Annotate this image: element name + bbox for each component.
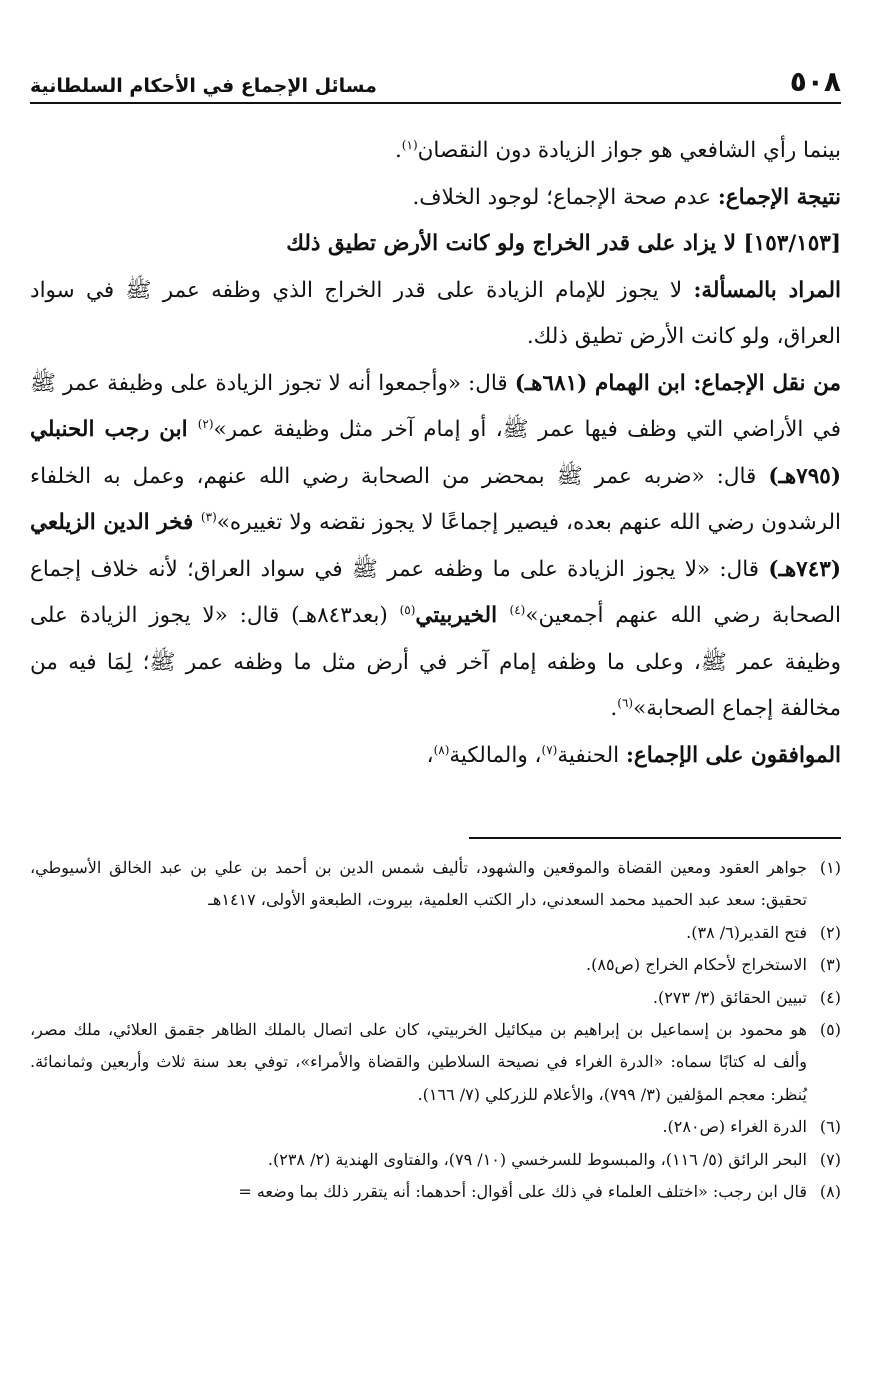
- text-run: لا يجوز للإمام الزيادة على قدر الخراج الذي وظفه عمر ﷺ في سواد العراق، ولو كانت الأرض تطيق ذلك.: [30, 277, 841, 349]
- text-run: .: [394, 138, 402, 163]
- text-run: عدم صحة الإجماع؛ لوجود الخلاف.: [412, 184, 718, 210]
- footnote-ref: (٦): [617, 695, 634, 710]
- footnote-text: قال ابن رجب: «اختلف العلماء في ذلك على أقوال: أحدهما: أنه يتقرر ذلك بما وضعه =: [238, 1182, 807, 1202]
- footnote-text: فتح القدير(٦/ ٣٨).: [686, 922, 807, 942]
- quote: قال: «وأجمعوا أنه لا تجوز الزيادة على وظيفة عمر ﷺ في الأراضي التي وظف فيها عمر ﷺ، أو إمام آخر مثل وظيفة عمر»: [30, 370, 842, 442]
- text-run: ، والمالكية: [449, 742, 542, 768]
- scholar-name: ابن رجب الحنبلي (٧٩٥هـ): [30, 417, 841, 489]
- footnote-separator: [469, 837, 841, 839]
- text-run: الحنفية: [557, 742, 626, 768]
- footnote-text: تبيين الحقائق (٣/ ٢٧٣).: [652, 987, 807, 1007]
- text-run: .: [610, 696, 618, 721]
- footnote-ref: (٧): [541, 742, 558, 757]
- footnote-ref: (٢): [197, 416, 214, 431]
- paragraph: [30, 128, 841, 175]
- footnote-text: هو محمود بن إسماعيل بن إبراهيم بن ميكائيل الخربيتي، كان على اتصال بالملك الظاهر جقمق العلائي، ملك مصر، وألف له كتابًا سماه: «الدرة الغراء في نصيحة السلاطين والقضاة والأمراء»، توفي بعد سنة ثلاث وأربعين وثمانمائة. يُنظر: معجم المؤلفين (٣/ ٧٩٩)، والأعلام للزركلي (٧/ ١٦٦).: [30, 1020, 807, 1104]
- footnote: [30, 1144, 841, 1176]
- footnote-ref: (٤): [509, 602, 526, 617]
- scholar-name: الخيربيتي: [415, 603, 510, 628]
- main-text: [30, 128, 841, 779]
- paragraph: [30, 733, 841, 780]
- quote: (بعد٨٤٣هـ) قال: «لا يجوز الزيادة على وظيفة عمر ﷺ، وعلى ما وظفه إمام آخر في أرض مثل ما وظفه عمر ﷺ؛ لِمَا فيه من مخالفة إجماع الصحابة»: [30, 603, 841, 721]
- footnote-number: (٦): [819, 1117, 841, 1137]
- footnote-number: (٤): [819, 987, 841, 1007]
- quote: قال: «لا يجوز الزيادة على ما وظفه عمر ﷺ في سواد العراق؛ لأنه خلاف إجماع الصحابة رضي الله عنهم أجمعين»: [30, 556, 841, 628]
- page-header: [30, 60, 841, 104]
- footnote: [30, 1176, 841, 1208]
- footnote: [30, 949, 841, 981]
- scholar-name: فخر الدين الزيلعي (٧٤٣هـ): [30, 510, 841, 582]
- footnote: [30, 982, 841, 1014]
- footnote-number: (٣): [819, 955, 841, 975]
- footnote-text: جواهر العقود ومعين القضاة والموقعين والشهود، تأليف شمس الدين بن أحمد بن علي بن عبد الخالق الأسيوطي، تحقيق: سعد عبد الحميد محمد السعدني، دار الكتب العلمية، بيروت، الطبعةو الأولى، ١٤١٧هـ: [30, 858, 807, 910]
- footnote: [30, 852, 841, 917]
- text-run: بينما رأي الشافعي هو جواز الزيادة دون النقصان: [417, 138, 841, 163]
- footnote-number: (٨): [819, 1182, 841, 1202]
- footnote-number: (٧): [819, 1149, 841, 1169]
- section-label: من نقل الإجماع: ابن الهمام (٦٨١هـ): [514, 370, 842, 396]
- paragraph: [30, 268, 841, 361]
- footnotes: [30, 852, 841, 1208]
- footnote-text: الدرة الغراء (ص٢٨٠).: [662, 1117, 807, 1137]
- footnote: [30, 1111, 841, 1143]
- footnote-number: (١): [819, 858, 841, 877]
- quote: قال: «ضربه عمر ﷺ بمحضر من الصحابة رضي الله عنهم، وعمل به الخلفاء الرشدون رضي الله عنهم بعده، فيصير إجماعًا لا يجوز نقضه ولا تغييره»: [30, 463, 841, 535]
- footnote-ref: (٣): [200, 509, 217, 524]
- issue-heading: [١٥٣/١٥٣] لا يزاد على قدر الخراج ولو كانت الأرض تطيق ذلك: [286, 231, 841, 256]
- footnote-ref: (٥): [399, 602, 416, 617]
- paragraph: [30, 175, 841, 222]
- paragraph: [30, 361, 841, 733]
- footnote-text: البحر الرائق (٥/ ١١٦)، والمبسوط للسرخسي (١٠/ ٧٩)، والفتاوى الهندية (٢/ ٢٣٨).: [267, 1149, 807, 1169]
- footnote-text: الاستخراج لأحكام الخراج (ص٨٥).: [586, 955, 807, 975]
- footnote-number: (٥): [819, 1020, 841, 1040]
- section-label: الموافقون على الإجماع:: [625, 742, 841, 768]
- section-label: نتيجة الإجماع:: [717, 184, 841, 210]
- text-run: ،: [426, 742, 434, 768]
- page-number: ٥٠٨: [789, 65, 841, 98]
- footnote-number: (٢): [819, 922, 841, 942]
- footnote-ref: (١): [401, 137, 418, 152]
- running-title: مسائل الإجماع في الأحكام السلطانية: [30, 75, 377, 97]
- section-label: المراد بالمسألة:: [693, 277, 842, 303]
- footnote-ref: (٨): [433, 742, 450, 757]
- footnote: [30, 1014, 841, 1111]
- footnote: [30, 917, 841, 949]
